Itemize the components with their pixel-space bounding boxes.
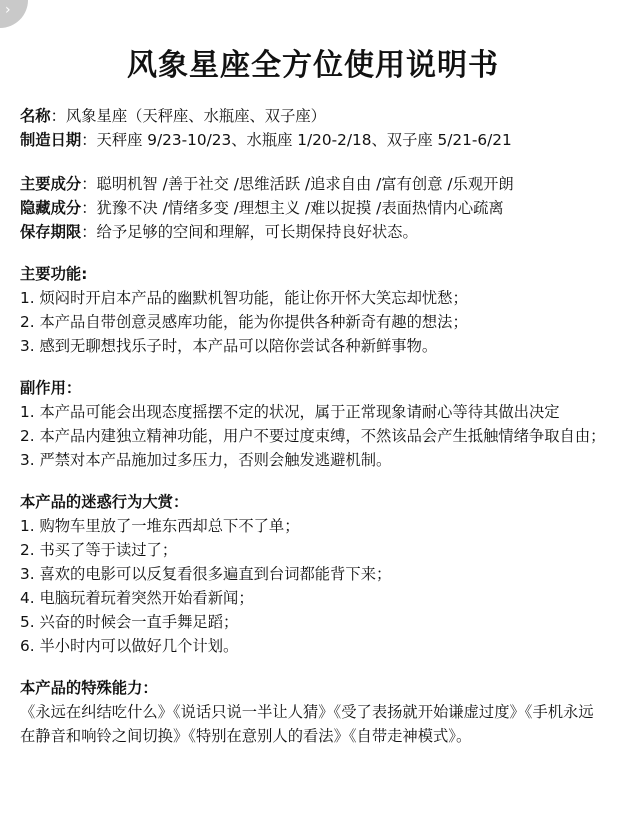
side-effects-heading: 副作用： bbox=[20, 379, 82, 397]
behaviors-item-6: 6. 半小时内可以做好几个计划。 bbox=[20, 637, 239, 655]
behaviors-item-5: 5. 兴奋的时候会一直手舞足蹈； bbox=[20, 613, 239, 631]
date-value: 天秤座 9/23-10/23、水瓶座 1/20-2/18、双子座 5/21-6/21 bbox=[96, 131, 512, 149]
abilities-heading: 本产品的特殊能力： bbox=[20, 679, 158, 697]
name-row: 名称：风象星座（天秤座、水瓶座、双子座） bbox=[20, 107, 326, 125]
behaviors-item-1: 1. 购物车里放了一堆东西却总下不了单； bbox=[20, 517, 300, 535]
document-body bbox=[20, 104, 606, 748]
storage-value: 给予足够的空间和理解，可长期保持良好状态。 bbox=[96, 223, 418, 241]
functions-item-2: 2. 本产品自带创意灵感库功能，能为你提供各种新奇有趣的想法； bbox=[20, 313, 468, 331]
functions-item-3: 3. 感到无聊想找乐子时，本产品可以陪你尝试各种新鲜事物。 bbox=[20, 337, 438, 355]
behaviors-item-4: 4. 电脑玩着玩着突然开始看新闻； bbox=[20, 589, 254, 607]
functions-heading: 主要功能: bbox=[20, 265, 88, 283]
behaviors-heading: 本产品的迷惑行为大赏： bbox=[20, 493, 189, 511]
storage-row: 保存期限：给予足够的空间和理解，可长期保持良好状态。 bbox=[20, 223, 418, 241]
hidden-ingredients-row: 隐藏成分：犹豫不决 /情绪多变 /理想主义 /难以捉摸 /表面热情内心疏离 bbox=[20, 199, 504, 217]
side-effects-item-3: 3. 严禁对本产品施加过多压力，否则会触发逃避机制。 bbox=[20, 451, 392, 469]
main-ingredients-row: 主要成分：聪明机智 /善于社交 /思维活跃 /追求自由 /富有创意 /乐观开朗 bbox=[20, 175, 514, 193]
date-row: 制造日期：天秤座 9/23-10/23、水瓶座 1/20-2/18、双子座 5/21-6/21 bbox=[20, 131, 512, 149]
chevron-right-icon: › bbox=[5, 2, 11, 18]
side-effects-item-2: 2. 本产品内建独立精神功能，用户不要过度束缚，不然该品会产生抵触情绪争取自由； bbox=[20, 427, 606, 445]
corner-back-tab[interactable] bbox=[0, 0, 28, 28]
date-label: 制造日期 bbox=[20, 131, 82, 149]
name-label: 名称 bbox=[20, 107, 51, 125]
main-ingredients-value: 聪明机智 /善于社交 /思维活跃 /追求自由 /富有创意 /乐观开朗 bbox=[96, 175, 514, 193]
name-value: 风象星座（天秤座、水瓶座、双子座） bbox=[65, 107, 326, 125]
behaviors-item-2: 2. 书买了等于读过了； bbox=[20, 541, 178, 559]
page-title: 风象星座全方位使用说明书 bbox=[127, 48, 499, 83]
hidden-ingredients-value: 犹豫不决 /情绪多变 /理想主义 /难以捉摸 /表面热情内心疏离 bbox=[96, 199, 504, 217]
abilities-text: 《永远在纠结吃什么》《说话只说一半让人猜》《受了表扬就开始谦虚过度》《手机永远在静音和响铃之间切换》《特别在意别人的看法》《自带走神模式》。 bbox=[20, 703, 594, 745]
functions-item-1: 1. 烦闷时开启本产品的幽默机智功能，能让你开怀大笑忘却忧愁； bbox=[20, 289, 468, 307]
hidden-ingredients-label: 隐藏成分 bbox=[20, 199, 82, 217]
storage-label: 保存期限 bbox=[20, 223, 82, 241]
side-effects-item-1: 1. 本产品可能会出现态度摇摆不定的状况，属于正常现象请耐心等待其做出决定 bbox=[20, 403, 560, 421]
behaviors-item-3: 3. 喜欢的电影可以反复看很多遍直到台词都能背下来； bbox=[20, 565, 392, 583]
main-ingredients-label: 主要成分 bbox=[20, 175, 82, 193]
